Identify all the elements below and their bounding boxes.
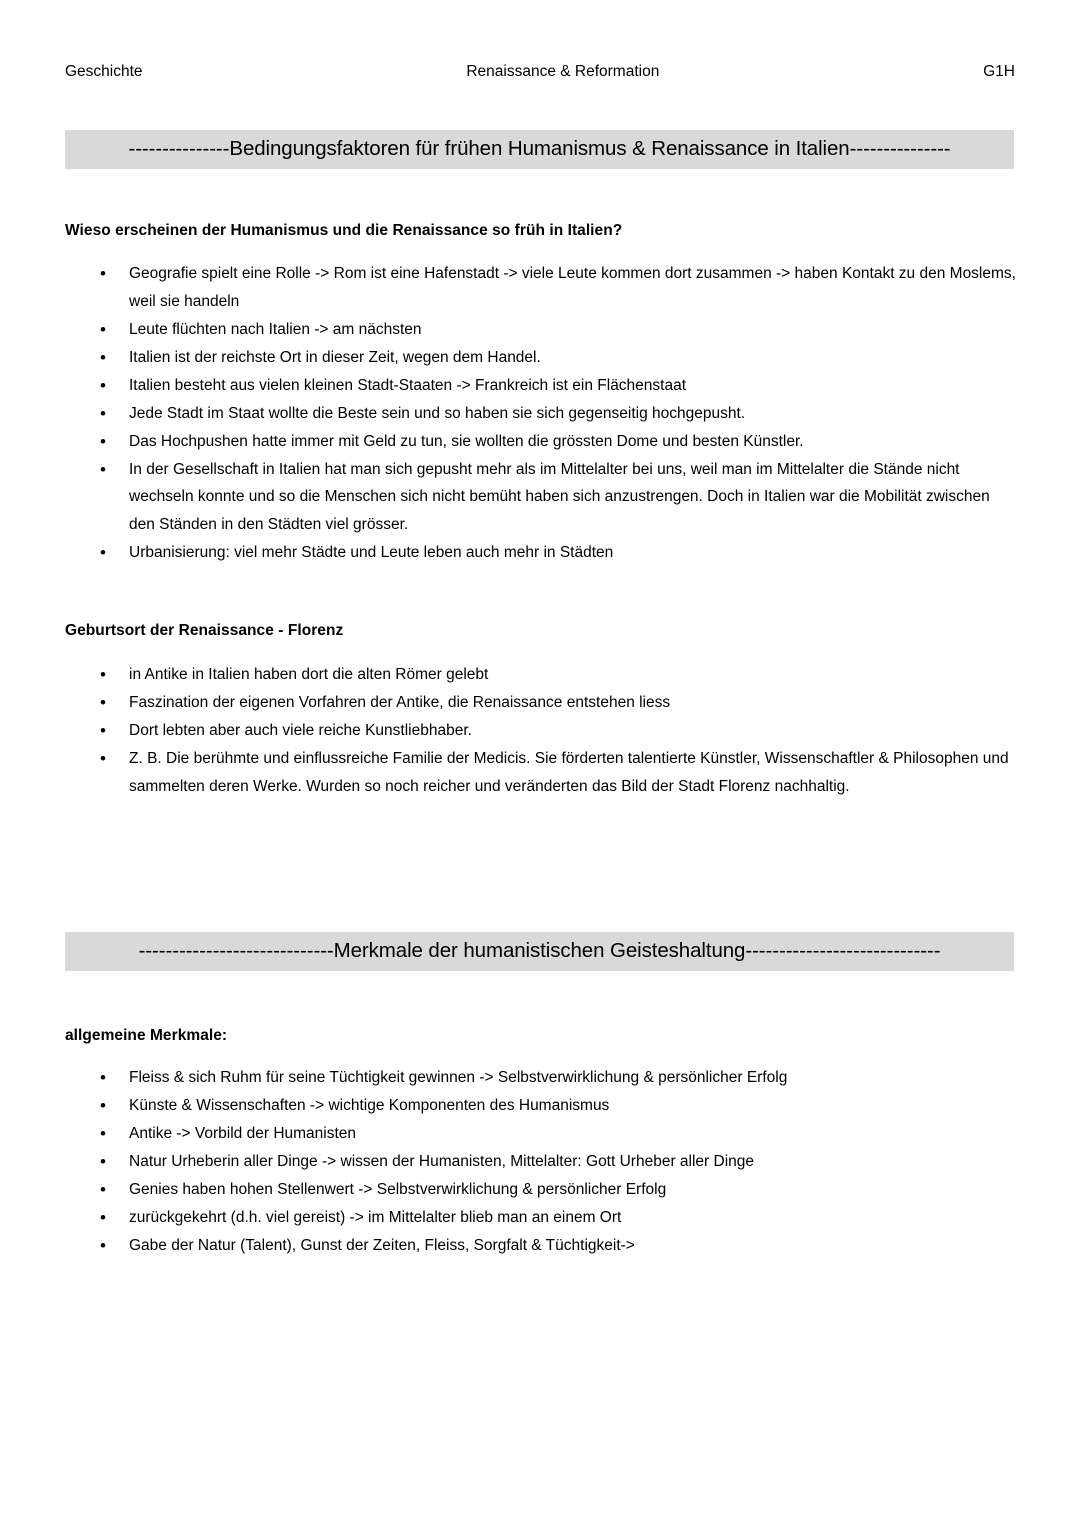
list-item: • Natur Urheberin aller Dinge -> wissen der Humanisten, Mittelalter: Gott Urheber aller Dinge bbox=[97, 1148, 1022, 1176]
list-item: • In der Gesellschaft in Italien hat man sich gepusht mehr als im Mittelalter bei uns, weil man im Mittelalter die Stände nicht wechseln konnte und so die Menschen sich nicht bemüht haben sich anzustrengen. Doch in Italien war die Mobilität zwischen den Ständen in den Städten viel grösser. bbox=[97, 456, 1019, 539]
header-title: Renaissance & Reformation bbox=[466, 63, 660, 80]
list-item: • Leute flüchten nach Italien -> am nächsten bbox=[97, 316, 1019, 344]
bullet-list-florenz bbox=[97, 661, 1022, 801]
header-subject: Geschichte bbox=[65, 63, 143, 80]
list-item: • Künste & Wissenschaften -> wichtige Komponenten des Humanismus bbox=[97, 1092, 1022, 1120]
document-running-header bbox=[65, 62, 1015, 82]
list-item: • in Antike in Italien haben dort die alten Römer gelebt bbox=[97, 661, 1049, 689]
list-item: • Geografie spielt eine Rolle -> Rom ist eine Hafenstadt -> viele Leute kommen dort zusammen -> haben Kontakt zu den Moslems, weil sie handeln bbox=[97, 260, 1019, 315]
subheading-allgemeine-merkmale: allgemeine Merkmale: bbox=[65, 1027, 228, 1044]
header-class-code: G1H bbox=[983, 63, 1015, 80]
list-item: • Z. B. Die berühmte und einflussreiche Familie der Medicis. Sie förderten talentierte Künstler, Wissenschaftler & Philosophen und sammelten deren Werke. Wurden so noch reicher und veränderten das Bild der Stadt Florenz nachhaltig. bbox=[97, 745, 1049, 800]
list-item: • Urbanisierung: viel mehr Städte und Leute leben auch mehr in Städten bbox=[97, 539, 1019, 567]
subheading-geburtsort-florenz: Geburtsort der Renaissance - Florenz bbox=[65, 622, 344, 639]
list-item: • Das Hochpushen hatte immer mit Geld zu tun, sie wollten die grössten Dome und besten Künstler. bbox=[97, 428, 1019, 456]
subheading-wieso-humanismus-italien: Wieso erscheinen der Humanismus und die Renaissance so früh in Italien? bbox=[65, 222, 623, 239]
list-item: • Fleiss & sich Ruhm für seine Tüchtigkeit gewinnen -> Selbstverwirklichung & persönlicher Erfolg bbox=[97, 1064, 1022, 1092]
list-item: • Italien besteht aus vielen kleinen Stadt-Staaten -> Frankreich ist ein Flächenstaat bbox=[97, 372, 1019, 400]
section-banner-bedingungsfaktoren: ---------------Bedingungsfaktoren für frühen Humanismus & Renaissance in Italien--------------- bbox=[65, 130, 1014, 169]
list-item: • Faszination der eigenen Vorfahren der Antike, die Renaissance entstehen liess bbox=[97, 689, 1049, 717]
list-item: • Dort lebten aber auch viele reiche Kunstliebhaber. bbox=[97, 717, 1049, 745]
list-item: • Gabe der Natur (Talent), Gunst der Zeiten, Fleiss, Sorgfalt & Tüchtigkeit-> bbox=[97, 1232, 1022, 1260]
list-item: • Antike -> Vorbild der Humanisten bbox=[97, 1120, 1022, 1148]
list-item: • Genies haben hohen Stellenwert -> Selbstverwirklichung & persönlicher Erfolg bbox=[97, 1176, 1022, 1204]
bullet-list-allgemeine-merkmale bbox=[97, 1064, 1022, 1260]
list-item: • zurückgekehrt (d.h. viel gereist) -> im Mittelalter blieb man an einem Ort bbox=[97, 1204, 1022, 1232]
section-banner-merkmale: -----------------------------Merkmale der humanistischen Geisteshaltung----------------------------- bbox=[65, 932, 1014, 971]
bullet-list-bedingungsfaktoren bbox=[97, 260, 1022, 567]
list-item: • Italien ist der reichste Ort in dieser Zeit, wegen dem Handel. bbox=[97, 344, 1019, 372]
list-item: • Jede Stadt im Staat wollte die Beste sein und so haben sie sich gegenseitig hochgepusht. bbox=[97, 400, 1019, 428]
